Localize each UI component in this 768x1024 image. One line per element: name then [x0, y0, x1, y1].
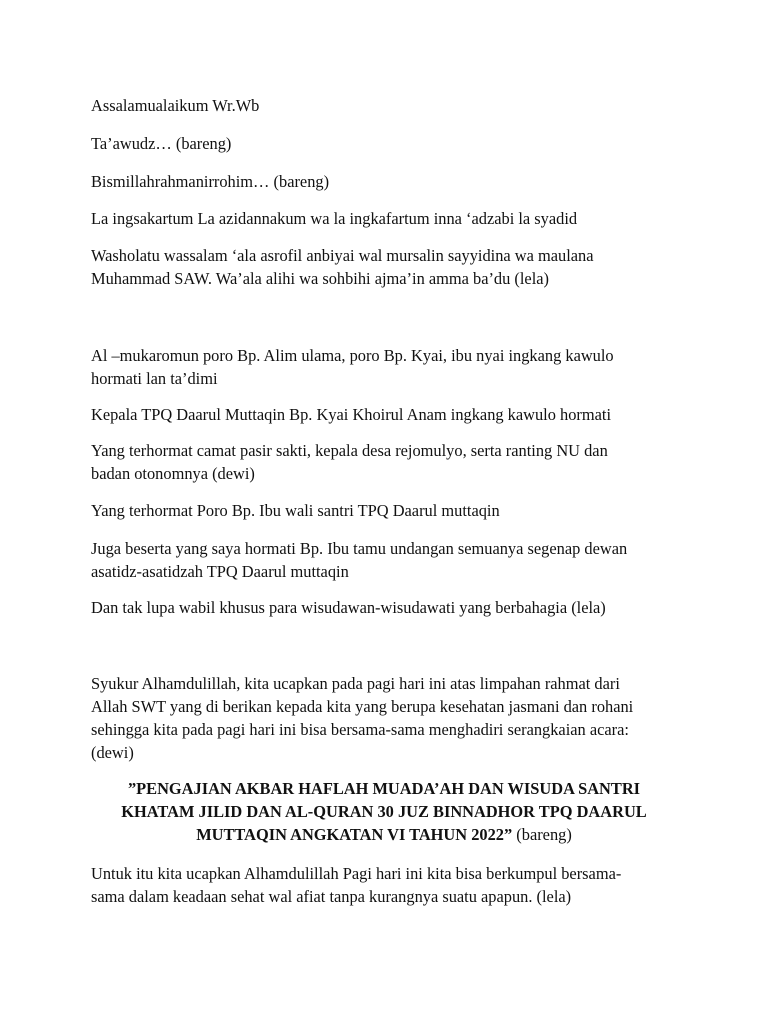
salutation-camat-line-1: Yang terhormat camat pasir sakti, kepala desa rejomulyo, serta ranting NU dan	[91, 441, 608, 460]
basmalah-line: Bismillahrahmanirrohim… (bareng)	[91, 172, 330, 191]
salutation-wisudawan-line: Dan tak lupa wabil khusus para wisudawan-wisudawati yang berbahagia (lela)	[91, 598, 606, 617]
salutation-camat-paragraph	[91, 439, 691, 485]
syukur-paragraph	[91, 672, 691, 764]
closing-line-1: Untuk itu kita ucapkan Alhamdulillah Pagi hari ini kita bisa berkumpul bersama-	[91, 864, 622, 883]
event-title-line-1: ”PENGAJIAN AKBAR HAFLAH MUADA’AH DAN WISUDA SANTRI	[127, 779, 641, 798]
event-title-line-3-tail: (bareng)	[512, 825, 572, 844]
salutation-ulama-line-1: Al –mukaromun poro Bp. Alim ulama, poro Bp. Kyai, ibu nyai ingkang kawulo	[91, 346, 614, 365]
syukur-line-2: Allah SWT yang di berikan kepada kita yang berupa kesehatan jasmani dan rohani	[91, 697, 634, 716]
closing-line-2: sama dalam keadaan sehat wal afiat tanpa kurangnya suatu apapun. (lela)	[91, 887, 572, 906]
sholawat-line-2: Muhammad SAW. Wa’ala alihi wa sohbihi ajma’in amma ba’du (lela)	[91, 269, 549, 288]
sholawat-paragraph	[91, 244, 691, 290]
event-title-line-3-bold: MUTTAQIN ANGKATAN VI TAHUN 2022”	[196, 825, 513, 844]
salutation-ulama-paragraph	[91, 344, 691, 390]
salutation-camat-line-2: badan otonomnya (dewi)	[91, 464, 255, 483]
verse-line: La ingsakartum La azidannakum wa la ingkafartum inna ‘adzabi la syadid	[91, 209, 578, 228]
salutation-tamu-paragraph	[91, 537, 691, 583]
salutation-tamu-line-2: asatidz-asatidzah TPQ Daarul muttaqin	[91, 562, 349, 581]
event-title-line-3	[91, 823, 677, 846]
event-title-line-2: KHATAM JILID DAN AL-QURAN 30 JUZ BINNADHOR TPQ DAARUL	[121, 802, 647, 821]
salutation-wali-santri-line: Yang terhormat Poro Bp. Ibu wali santri TPQ Daarul muttaqin	[91, 501, 500, 520]
salutation-kepala-line: Kepala TPQ Daarul Muttaqin Bp. Kyai Khoirul Anam ingkang kawulo hormati	[91, 405, 612, 424]
syukur-line-3: sehingga kita pada pagi hari ini bisa bersama-sama menghadiri serangkaian acara:	[91, 720, 629, 739]
syukur-line-1: Syukur Alhamdulillah, kita ucapkan pada pagi hari ini atas limpahan rahmat dari	[91, 674, 620, 693]
greeting-line: Assalamualaikum Wr.Wb	[91, 96, 260, 115]
syukur-line-4: (dewi)	[91, 743, 134, 762]
sholawat-line-1: Washolatu wassalam ‘ala asrofil anbiyai wal mursalin sayyidina wa maulana	[91, 246, 594, 265]
taawudz-line: Ta’awudz… (bareng)	[91, 134, 232, 153]
salutation-tamu-line-1: Juga beserta yang saya hormati Bp. Ibu tamu undangan semuanya segenap dewan	[91, 539, 628, 558]
closing-paragraph	[91, 862, 691, 908]
salutation-ulama-line-2: hormati lan ta’dimi	[91, 369, 218, 388]
event-title-heading	[91, 777, 677, 846]
